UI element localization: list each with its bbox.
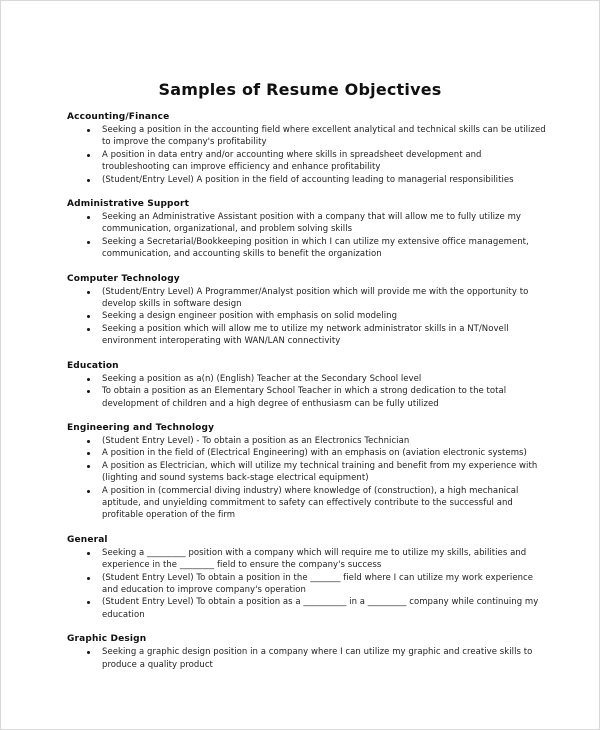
objective-list (67, 124, 549, 186)
list-item (67, 646, 549, 671)
bullet-icon (87, 154, 90, 157)
list-item (67, 174, 549, 186)
bullet-icon (87, 651, 90, 654)
list-item (67, 485, 549, 522)
list-item (67, 596, 549, 621)
bullet-icon (87, 179, 90, 182)
section-computer-technology (67, 273, 549, 348)
objective-text: Seeking a position as a(n) (English) Teacher at the Secondary School level (102, 373, 422, 384)
objective-text: To obtain a position as an Elementary School Teacher in which a strong dedication to the total development of children and a high degree of enthusiasm can be fully utilized (102, 386, 507, 409)
bullet-icon (87, 601, 90, 604)
section-heading: General (67, 534, 108, 545)
objective-list (67, 211, 549, 261)
objective-text: A position in (commercial diving industry) where knowledge of (construction), a high mechanical aptitude, and unyielding commitment to safety can effectively contribute to the successful and profitable operation of the firm (102, 485, 519, 521)
objective-list (67, 373, 549, 410)
bullet-icon (87, 552, 90, 555)
bullet-icon (87, 378, 90, 381)
bullet-icon (87, 241, 90, 244)
section-heading: Accounting/Finance (67, 112, 170, 122)
list-item (67, 572, 549, 597)
objective-text: Seeking a position in the accounting field where excellent analytical and technical skills can be utilized to improve the company's profitability (102, 125, 546, 148)
list-item (67, 323, 549, 348)
section-engineering-technology (67, 422, 549, 522)
document-body (1, 111, 599, 671)
objective-list (67, 435, 549, 522)
section-heading: Engineering and Technology (67, 422, 215, 433)
bullet-icon (87, 328, 90, 331)
section-accounting-finance (67, 111, 549, 186)
section-heading: Education (67, 360, 119, 371)
bullet-icon (87, 440, 90, 443)
section-heading: Graphic Design (67, 634, 147, 645)
bullet-icon (87, 129, 90, 132)
objective-text: (Student Entry Level) - To obtain a position as an Electronics Technician (102, 435, 410, 446)
page-title: Samples of Resume Objectives (158, 80, 442, 99)
bullet-icon (87, 390, 90, 393)
list-item (67, 547, 549, 572)
bullet-icon (87, 490, 90, 493)
bullet-icon (87, 577, 90, 580)
objective-text: Seeking an Administrative Assistant position with a company that will allow me to fully utilize my communication, organizational, and problem solving skills (102, 212, 521, 235)
section-general (67, 534, 549, 621)
objective-text: A position in data entry and/or accounting where skills in spreadsheet development and troubleshooting can improve efficiency and enhance profitability (102, 149, 482, 173)
list-item (67, 124, 549, 149)
bullet-icon (87, 315, 90, 318)
list-item (67, 460, 549, 485)
list-item (67, 385, 549, 410)
section-administrative-support (67, 198, 549, 261)
objective-text: (Student Entry Level) To obtain a position in the _______ field where I can utilize my work experience and education to improve company's operation (102, 572, 534, 595)
objective-list (67, 547, 549, 621)
section-graphic-design (67, 633, 549, 671)
bullet-icon (87, 465, 90, 468)
list-item (67, 310, 549, 322)
objective-list (67, 286, 549, 348)
objective-text: (Student/Entry Level) A Programmer/Analyst position which will provide me with the opportunity to develop skills in software design (102, 286, 529, 310)
list-item (67, 435, 549, 447)
list-item (67, 373, 549, 385)
list-item (67, 236, 549, 261)
objective-text: Seeking a _________ position with a company which will require me to utilize my skills, abilities and experience in the ________ field to ensure the company's success (102, 547, 527, 571)
bullet-icon (87, 452, 90, 455)
list-item (67, 447, 549, 459)
list-item (67, 286, 549, 311)
objective-text: A position in the field of (Electrical Engineering) with an emphasis on (aviation electronic systems) (102, 448, 527, 459)
bullet-icon (87, 291, 90, 294)
list-item (67, 211, 549, 236)
objective-text: (Student/Entry Level) A position in the field of accounting leading to managerial responsibilities (102, 174, 514, 185)
objective-text: Seeking a graphic design position in a company where I can utilize my graphic and creative skills to produce a quality product (102, 647, 533, 670)
objective-text: Seeking a design engineer position with emphasis on solid modeling (102, 311, 398, 322)
bullet-icon (87, 216, 90, 219)
objective-text: Seeking a position which will allow me to utilize my network administrator skills in a NT/Novell environment interoperating with WAN/LAN connectivity (102, 323, 509, 347)
objective-list (67, 646, 549, 671)
objective-text: A position as Electrician, which will utilize my technical training and benefit from my experience with (lighting and sound systems back-stage electrical equipment) (102, 460, 538, 484)
section-heading: Computer Technology (67, 273, 180, 284)
section-heading: Administrative Support (67, 199, 190, 210)
list-item (67, 149, 549, 174)
objective-text: Seeking a Secretarial/Bookkeeping position in which I can utilize my extensive office management, communication, and accounting skills to benefit the organization (102, 236, 529, 260)
objective-text: (Student Entry Level) To obtain a position as a __________ in a _________ company while continuing my education (102, 597, 539, 620)
section-education (67, 360, 549, 410)
